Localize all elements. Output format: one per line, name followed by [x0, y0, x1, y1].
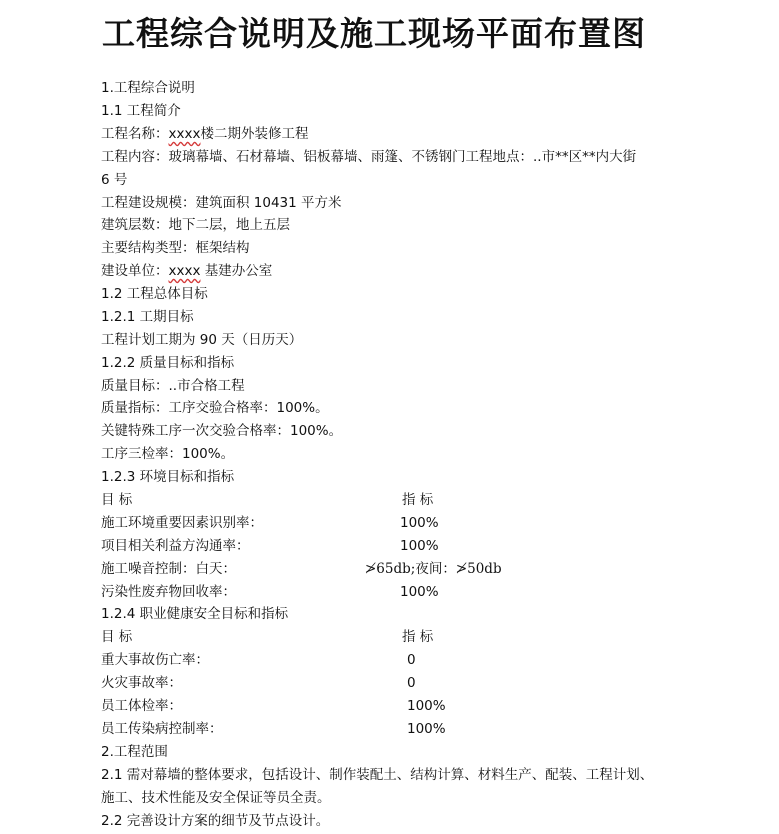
table-row-index: 100%: [400, 538, 439, 554]
section-heading: 1.2 工程总体目标: [101, 286, 208, 302]
table-row-target: 火灾事故率：: [101, 675, 182, 691]
text-line: 质量目标：..市合格工程: [101, 378, 245, 394]
table-header-target: 目 标: [101, 629, 133, 645]
text-line: 工序三检率：100%。: [101, 446, 235, 462]
section-heading: 1.2.1 工期目标: [101, 309, 194, 325]
table-row-index: 100%: [407, 721, 446, 737]
table-row-target: 员工传染病控制率：: [101, 721, 223, 737]
table-row-index: 100%: [400, 515, 439, 531]
table-row-target: 施工环境重要因素识别率：: [101, 515, 263, 531]
section-heading: 2.工程范围: [101, 744, 168, 760]
text-line: 质量指标：工序交验合格率：100%。: [101, 400, 329, 416]
table-row-target: 施工噪音控制：白天：: [101, 561, 236, 577]
text-line: 建筑层数：地下二层，地上五层: [101, 217, 290, 233]
table-row-index: 100%: [400, 584, 439, 600]
table-row-index: 100%: [407, 698, 446, 714]
table-row-target: 重大事故伤亡率：: [101, 652, 209, 668]
placeholder-code: xxxx: [168, 263, 201, 279]
section-heading: 1.工程综合说明: [101, 80, 195, 96]
table-row-target: 污染性废弃物回收率：: [101, 584, 236, 600]
text-line: 工程内容：玻璃幕墙、石材幕墙、铝板幕墙、雨篷、不锈钢门工程地点：..市**区**内大街: [101, 149, 637, 165]
text-value: 楼二期外装修工程: [200, 126, 309, 142]
text-label: 工程名称：: [101, 126, 169, 142]
table-row-index: 0: [407, 652, 416, 668]
project-name-line: [101, 124, 308, 144]
text-line: 6 号: [101, 172, 128, 188]
text-value: 基建办公室: [200, 263, 273, 279]
section-heading: 1.2.2 质量目标和指标: [101, 355, 235, 371]
text-label: 建设单位：: [101, 263, 169, 279]
table-header-index: 指 标: [402, 629, 434, 645]
text-line: 2.1 需对幕墙的整体要求，包括设计、制作装配土、结构计算、材料生产、配装、工程计划、: [101, 767, 654, 783]
table-row-index: ≯65db;夜间：≯50db: [365, 561, 502, 577]
placeholder-code: xxxx: [168, 126, 201, 142]
text-line: 关键特殊工序一次交验合格率：100%。: [101, 423, 343, 439]
section-heading: 1.2.4 职业健康安全目标和指标: [101, 606, 289, 622]
page-title: 工程综合说明及施工现场平面布置图: [102, 14, 646, 53]
table-row-target: 员工体检率：: [101, 698, 182, 714]
construction-unit-line: [101, 261, 272, 281]
table-row-target: 项目相关利益方沟通率：: [101, 538, 250, 554]
table-header-target: 目 标: [101, 492, 133, 508]
table-header-index: 指 标: [402, 492, 434, 508]
text-line: 主要结构类型：框架结构: [101, 240, 250, 256]
text-line: 工程计划工期为 90 天（日历天）: [101, 332, 303, 348]
section-heading: 1.2.3 环境目标和指标: [101, 469, 235, 485]
table-row-index: 0: [407, 675, 416, 691]
section-heading: 1.1 工程简介: [101, 103, 181, 119]
text-line: 施工、技术性能及安全保证等员全责。: [101, 790, 331, 806]
text-line: 2.2 完善设计方案的细节及节点设计。: [101, 813, 330, 829]
text-line: 工程建设规模：建筑面积 10431 平方米: [101, 195, 342, 211]
